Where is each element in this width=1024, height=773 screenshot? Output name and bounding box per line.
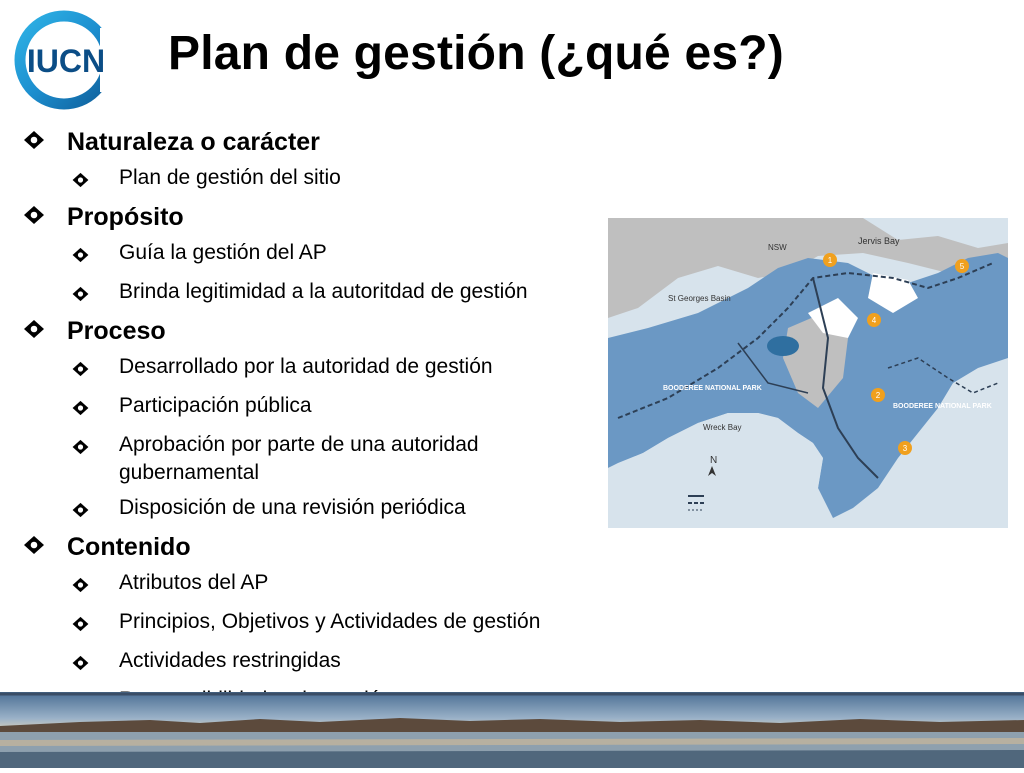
map-marker (823, 253, 837, 267)
bullet-icon (22, 203, 67, 232)
list-item: Principios, Objetivos y Actividades de gestión (71, 604, 622, 643)
map-label-park-west: BOODEREE NATIONAL PARK (663, 385, 762, 392)
svg-text:2: 2 (875, 391, 881, 400)
bullet-icon (71, 569, 119, 601)
section-naturaleza (22, 124, 622, 199)
bullet-icon (22, 533, 67, 562)
list-item: Brinda legitimidad a la autoritdad de gestión (71, 274, 622, 313)
map-label-jervis-bay: Jervis Bay (858, 236, 900, 246)
iucn-logo (10, 8, 122, 112)
map-marker (867, 313, 881, 327)
list-item: Desarrollado por la autoridad de gestión (71, 349, 622, 388)
section-heading: Naturaleza o carácter (22, 124, 622, 160)
list-item: Aprobación por parte de una autoridad gubernamental (71, 427, 551, 490)
footer-landscape-image (0, 692, 1024, 768)
section-heading: Propósito (22, 199, 622, 235)
map-marker (955, 259, 969, 273)
bullet-icon (71, 353, 119, 385)
map-marker (898, 441, 912, 455)
park-map (608, 218, 1008, 528)
svg-text:5: 5 (959, 262, 965, 271)
bullet-icon (71, 647, 119, 679)
svg-text:3: 3 (902, 444, 908, 453)
bullet-icon (71, 164, 119, 196)
section-proposito (22, 199, 622, 313)
svg-text:N: N (710, 455, 718, 466)
map-marker (871, 388, 885, 402)
section-heading: Contenido (22, 529, 622, 565)
map-label-nsw: NSW (768, 243, 787, 252)
svg-text:4: 4 (871, 316, 877, 325)
list-item: Participación pública (71, 388, 622, 427)
bullet-icon (22, 317, 67, 346)
map-label-st-georges-basin: St Georges Basin (668, 294, 731, 303)
bullet-icon (71, 494, 119, 526)
list-item: Atributos del AP (71, 565, 622, 604)
map-label-park-east: BOODEREE NATIONAL PARK (893, 403, 992, 410)
bullet-icon (71, 431, 119, 463)
bullet-icon (22, 128, 67, 157)
bullet-list (22, 124, 622, 721)
bullet-icon (71, 239, 119, 271)
bullet-icon (71, 278, 119, 310)
map-label-wreck-bay: Wreck Bay (703, 423, 742, 432)
svg-text:1: 1 (827, 256, 833, 265)
section-heading: Proceso (22, 313, 622, 349)
bullet-icon (71, 392, 119, 424)
list-item: Actividades restringidas (71, 643, 622, 682)
logo-text: IUCN (26, 43, 106, 79)
list-item: Disposición de una revisión periódica (71, 490, 622, 529)
section-proceso (22, 313, 622, 529)
page-title: Plan de gestión (¿qué es?) (168, 27, 784, 80)
list-item: Guía la gestión del AP (71, 235, 622, 274)
bullet-icon (71, 608, 119, 640)
list-item: Plan de gestión del sitio (71, 160, 622, 199)
